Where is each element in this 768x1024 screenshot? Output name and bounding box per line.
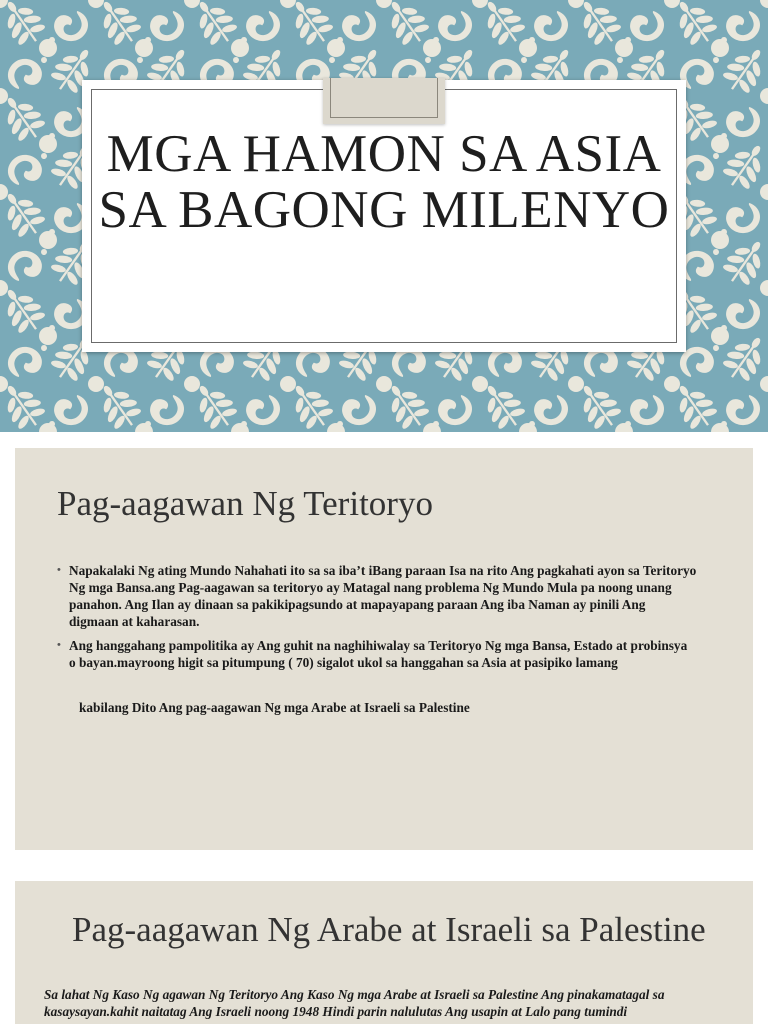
extra-note: kabilang Dito Ang pag-aagawan Ng mga Arabe at Israeli sa Palestine xyxy=(79,700,470,715)
bullet-text: Ang hanggahang pampolitika ay Ang guhit na naghihiwalay sa Teritoryo Ng mga Bansa, Estado at probinsya o bayan.mayroong higit sa pitumpung ( 70) sigalot ukol sa hanggahan sa Asia at pasipiko lamang xyxy=(69,638,688,670)
bullet-item xyxy=(57,637,697,671)
slide-title: MGA HAMON SA ASIA SA BAGONG MILENYO xyxy=(98,125,670,239)
bullet-list xyxy=(57,562,697,678)
slide-heading-territory: Pag-aagawan Ng Teritoryo xyxy=(57,484,433,523)
bullet-text: Napakalaki Ng ating Mundo Nahahati ito sa sa iba’t iBang paraan Isa na rito Ang pagkahati ayon sa Teritoryo Ng mga Bansa.ang Pag-aagawan sa teritoryo ay Matagal nang problema Ng Mundo Mula pa noong unang panahon. Ang Ilan ay dinaan sa pakikipagsundo at mapayapang paraan Ang iba Naman ay pinili Ang digmaan at kaharasan. xyxy=(69,563,697,629)
slide-body-text: Sa lahat Ng Kaso Ng agawan Ng Teritoryo Ang Kaso Ng mga Arabe at Israeli sa Palestine Ang pinakamatagal sa kasaysayan.kahit naitatag Ang Israeli noong 1948 Hindi parin nalulutas Ang usapin at Lalo pang tumindi xyxy=(44,987,665,1019)
title-slide xyxy=(0,0,768,432)
bullet-dot-icon: • xyxy=(57,639,61,651)
title-card-tab-border xyxy=(330,78,438,118)
bullet-item xyxy=(57,562,697,630)
slide-heading-palestine: Pag-aagawan Ng Arabe at Israeli sa Palestine xyxy=(72,910,706,949)
bullet-dot-icon: • xyxy=(57,564,61,576)
title-card-tab xyxy=(323,78,445,124)
